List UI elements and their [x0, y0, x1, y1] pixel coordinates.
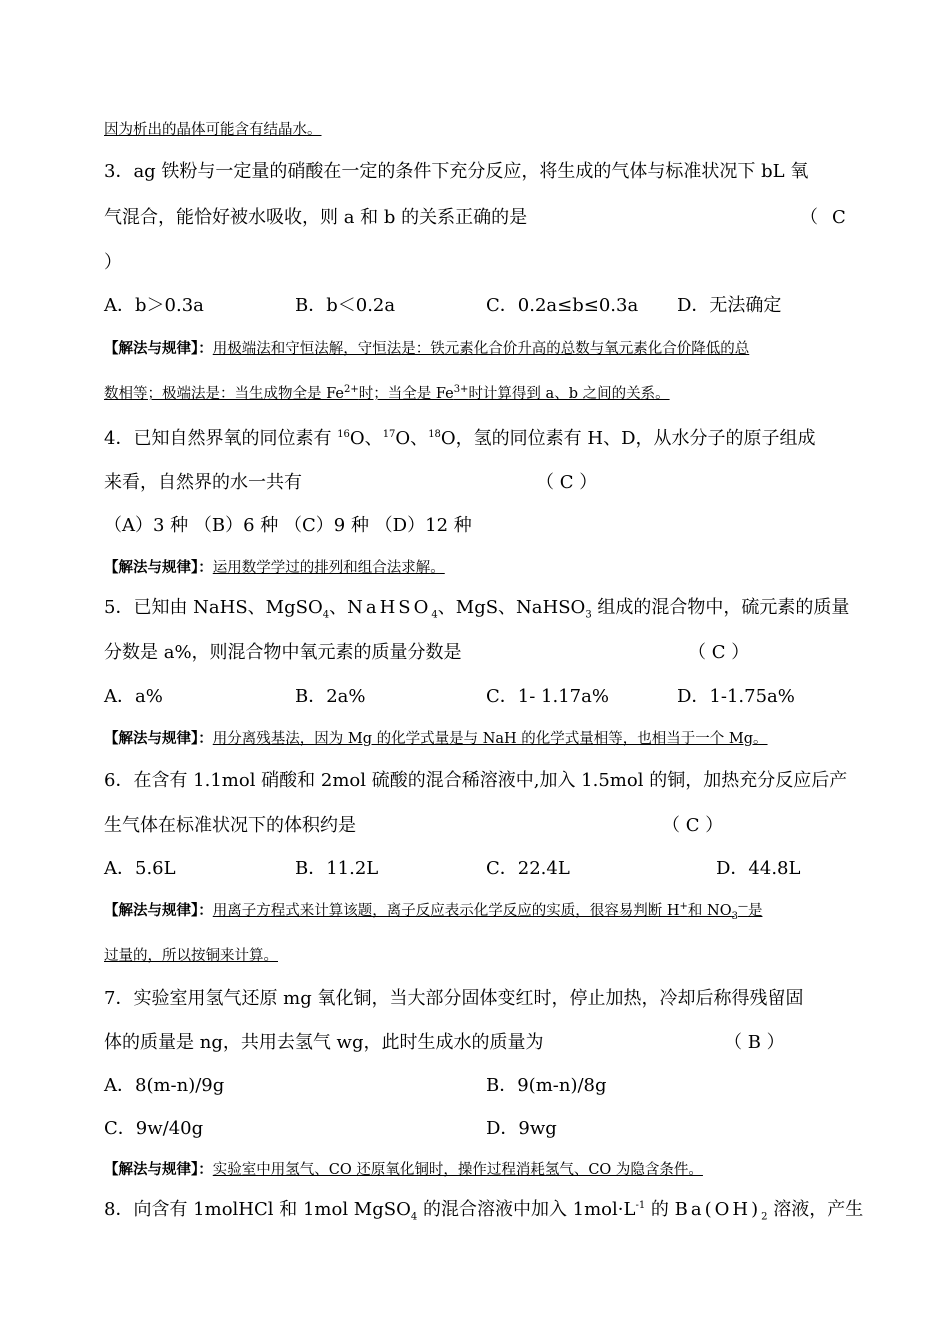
q4-line2: 来看，自然界的水一共有	[104, 472, 302, 493]
q3-answer-letter: C	[832, 207, 846, 228]
q6-option-a: A．5.6L	[104, 858, 176, 879]
q4-answer: （ C ）	[536, 472, 598, 493]
q6-note-line2	[104, 946, 278, 966]
q3-option-d: D．无法确定	[677, 295, 782, 316]
q5-line2: 分数是 a%，则混合物中氧元素的质量分数是	[104, 642, 462, 663]
q8-line1: 8．向含有 1molHCl 和 1mol MgSO$_4$ 的混合溶液中加入 $1mol\cdot L^{-1}$ 的 $Ba(OH)_2$ 溶液，产生	[104, 1199, 864, 1223]
q7-option-c: C．9w/40g	[104, 1118, 204, 1139]
q3-option-a: A．b＞0.3a	[104, 295, 204, 316]
note-tag: 【解法与规律】：	[104, 902, 213, 919]
q6-line1: 6．在含有 1.1mol 硝酸和 2mol 硫酸的混合稀溶液中,加入 1.5mol 的铜，加热充分反应后产	[104, 770, 848, 791]
q4-note	[104, 558, 445, 578]
q5-option-a: A．a%	[104, 686, 163, 707]
q7-line1: 7．实验室用氢气还原 mg 氧化铜，当大部分固体变红时，停止加热，冷却后称得残留固	[104, 988, 804, 1009]
q5-option-d: D．1-1.75a%	[677, 686, 795, 707]
note-text: 过量的，所以按铜来计算。	[104, 948, 278, 964]
note-text: 用离子方程式来计算该题，离子反应表示化学反应的实质，很容易判断 H+和 $NO_3^—$是	[212, 901, 763, 922]
q7-option-a: A．8(m-n)/9g	[104, 1075, 225, 1096]
note-tag: 【解法与规律】：	[104, 340, 213, 357]
q6-line2: 生气体在标准状况下的体积约是	[104, 815, 356, 836]
q7-line2: 体的质量是 ng，共用去氢气 wg，此时生成水的质量为	[104, 1032, 544, 1053]
note-previous: 因为析出的晶体可能含有结晶水。	[104, 122, 322, 138]
q7-option-d: D．9wg	[486, 1118, 557, 1139]
q6-option-d: D．44.8L	[716, 858, 801, 879]
q7-option-b: B．9(m-n)/8g	[486, 1075, 607, 1096]
q5-line1: 5．已知由 NaHS、MgSO$_4$、NaHSO$_4$、MgS、NaHSO$_3$ 组成的混合物中，硫元素的质量	[104, 597, 850, 621]
q5-option-c: C．1- 1.17a%	[486, 686, 609, 707]
q7-note	[104, 1160, 703, 1180]
note-text: 用分离残基法，因为 Mg 的化学式量是与 NaH 的化学式量相等，也相当于一个 Mg。	[212, 731, 768, 747]
note-text: 用极端法和守恒法解，守恒法是：铁元素化合价升高的总数与氧元素化合价降低的总	[212, 341, 750, 357]
note-tag: 【解法与规律】：	[104, 730, 213, 747]
q3-option-b: B．b＜0.2a	[295, 295, 396, 316]
q7-answer: （ B ）	[724, 1032, 785, 1053]
q3-option-c: C．0.2a≤b≤0.3a	[486, 295, 639, 316]
q5-answer: （ C ）	[688, 642, 750, 663]
q4-options: （A）3 种 （B）6 种 （C）9 种 （D）12 种	[104, 515, 472, 536]
q5-option-b: B．2a%	[295, 686, 366, 707]
q6-option-c: C．22.4L	[486, 858, 570, 879]
q6-option-b: B．11.2L	[295, 858, 379, 879]
q3-line2: 气混合，能恰好被水吸收，则 a 和 b 的关系正确的是	[104, 207, 528, 228]
q3-note-line1	[104, 339, 749, 359]
note-text: 实验室中用氢气、CO 还原氧化铜时，操作过程消耗氢气、CO 为隐含条件。	[212, 1162, 703, 1178]
q4-line1: 4．已知自然界氧的同位素有 $^{16}$O、$^{17}$O、$^{18}$O，氢的同位素有 H、D，从水分子的原子组成	[104, 428, 816, 449]
q6-answer: （ C ）	[662, 815, 724, 836]
q5-note	[104, 729, 768, 749]
note-text: 数相等；极端法是：当生成物全是 $Fe^{2+}$时；当全是 $Fe^{3+}$时计算得到 a、b 之间的关系。	[104, 384, 670, 402]
note-tag: 【解法与规律】：	[104, 559, 213, 576]
note-text: 运用数学学过的排列和组合法求解。	[212, 560, 445, 576]
q3-line1: 3．ag 铁粉与一定量的硝酸在一定的条件下充分反应，将生成的气体与标准状况下 bL 氧	[104, 161, 809, 182]
q3-answer-close: ）	[104, 252, 122, 273]
q3-answer-open: （	[800, 207, 818, 228]
q3-note-line2	[104, 384, 670, 404]
q6-note-line1	[104, 901, 762, 921]
note-tag: 【解法与规律】：	[104, 1161, 213, 1178]
